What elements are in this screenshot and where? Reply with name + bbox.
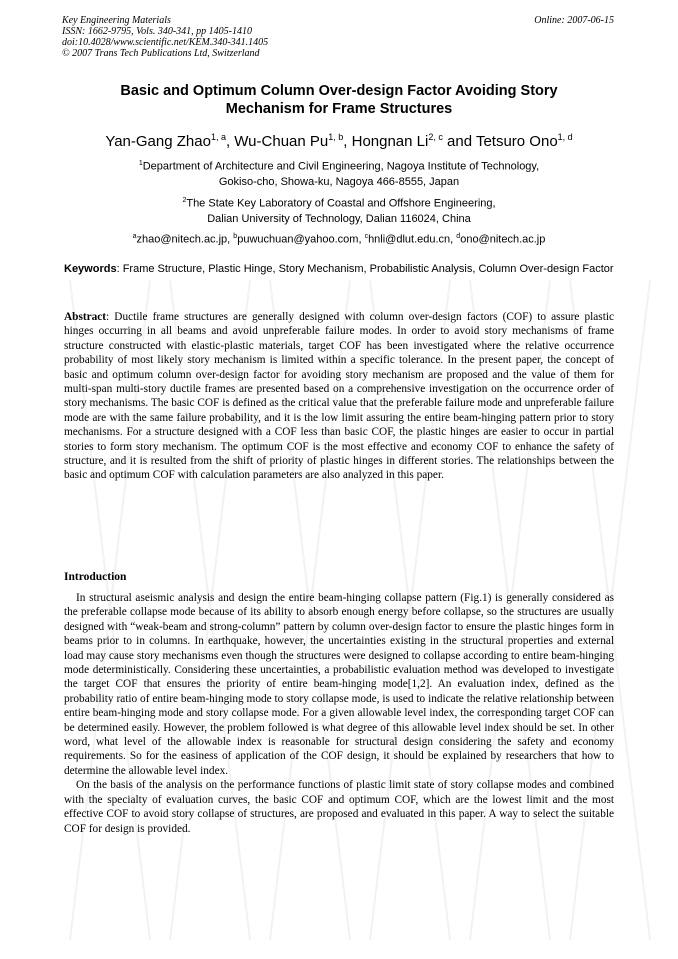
- introduction-paragraph: In structural aseismic analysis and design the entire beam-hinging collapse pattern (Fig.1) is generally considered as the preferable collapse mode because of its ability to absorb enough energy before collapse, so the structures are usually designed with “weak-beam and strong-column” pattern by column over-design factor to ensure the plastic hinges form in beams prior to in columns. In earthquake, however, the uncertainties existing in the structural properties and external load may cause story mechanisms even though the structures were designed to collapse according to entire beam-hinging mode deterministically. Considering these uncertainties, a probabilistic evaluation method was developed to investigate the target COF that ensures the priority of entire beam-hinging mode[1,2]. An evaluation index, defined as the probability ratio of entire beam-hinging mode to story collapse mode, is used to indicate the relative relationship between entire beam-hinging mode and story collapse mode. For a given allowable level index, the corresponding target COF can be determined easily. However, the problem followed is what degree of this allowable level index should be set. In other word, what level of the allowable index is reasonable for structural design considering the safety and economy requirements. So for the easiness of application of the COF design, it should be explained by researchers that how to determine the allowable level index.: [64, 592, 614, 777]
- journal-issn: ISSN: 1662-9795, Vols. 340-341, pp 1405-1410: [62, 26, 252, 37]
- abstract-label: Abstract: [64, 311, 107, 323]
- affiliation-text: Dalian University of Technology, Dalian 116024, China: [207, 212, 471, 225]
- paper-title-line: Mechanism for Frame Structures: [225, 101, 453, 117]
- email-address[interactable]: puwuchuan@yahoo.com,: [237, 233, 365, 246]
- introduction-heading: Introduction: [64, 571, 127, 583]
- online-date: Online: 2007-06-15: [534, 15, 614, 26]
- email-list: [64, 229, 614, 248]
- affiliation-2: [64, 193, 614, 227]
- affiliation-text: The State Key Laboratory of Coastal and Offshore Engineering,: [186, 197, 496, 210]
- paper-title: [64, 82, 614, 118]
- introduction-paragraph: On the basis of the analysis on the performance functions of plastic limit state of story collapse modes and combined with the specialty of evaluation curves, the basic COF and optimum COF, which are the lowest limit and the most effective COF to avoid story collapse of structures, are proposed and evaluated in this paper. A way to select the suitable COF for design is provided.: [64, 779, 614, 835]
- email-sup: d: [456, 233, 461, 240]
- paper-title-line: Basic and Optimum Column Over-design Factor Avoiding Story: [120, 83, 558, 99]
- keywords-label: Keywords: [64, 263, 117, 275]
- author-separator: and: [442, 133, 476, 150]
- affiliation-number: 1: [138, 160, 143, 167]
- email-sup: c: [364, 233, 369, 240]
- journal-header: [62, 15, 268, 59]
- author-name: Tetsuro Ono: [475, 133, 558, 150]
- author-list: [40, 127, 638, 152]
- email-sup: b: [233, 233, 238, 240]
- introduction-body: [64, 591, 614, 836]
- email-address[interactable]: ono@nitech.ac.jp: [460, 233, 546, 246]
- author-affil-sup: 1, d: [557, 132, 573, 142]
- email-address[interactable]: zhao@nitech.ac.jp,: [136, 233, 234, 246]
- keywords-text: : Frame Structure, Plastic Hinge, Story Mechanism, Probabilistic Analysis, Column Over-design Factor: [116, 263, 614, 275]
- keywords-section: [64, 262, 614, 277]
- journal-copyright: © 2007 Trans Tech Publications Ltd, Switzerland: [62, 48, 260, 59]
- author-name: Yan-Gang Zhao: [105, 133, 211, 150]
- email-sup: a: [132, 233, 137, 240]
- abstract-text: : Ductile frame structures are generally designed with column over-design factors (COF) to assure plastic hinges occurring in all beams and avoid unpreferable failure modes. In order to avoid story mechanisms of frame structure constructed with elastic-plastic materials, target COF has been investigated where the relative occurrence probability of most likely story mechanism is limited within a specific tolerance. In the present paper, the concept of basic and optimum column over-design factor for avoiding story mechanism are proposed and the value of them for multi-span multi-story ductile frames are presented based on a comprehensive investigation on the occurrence order of story mechanisms. The basic COF is defined as the critical value that the preferable failure mode and unpreferable failure mode are with the same failure probability, and it is the low limit assuring the entire beam-hinging pattern prior to story mechanisms. For a structure designed with a COF less than basic COF, the plastic hinges are easier to occur in partial stories to form story mechanism. The optimum COF is the most effective and economy COF to enhance the safety of structure, and it is resulted from the shift of priority of plastic hinges in different stories. The relationships between the basic and optimum COF with calculation parameters are also analyzed in this paper.: [64, 311, 614, 482]
- author-name: Hongnan Li: [351, 133, 429, 150]
- author-affil-sup: 1, b: [328, 132, 344, 142]
- affiliation-text: Department of Architecture and Civil Engineering, Nagoya Institute of Technology,: [142, 160, 540, 173]
- abstract-section: [64, 310, 614, 483]
- journal-name: Key Engineering Materials: [62, 15, 171, 26]
- author-separator: ,: [343, 133, 352, 150]
- affiliation-number: 2: [182, 197, 187, 204]
- journal-doi: doi:10.4028/www.scientific.net/KEM.340-341.1405: [62, 37, 269, 48]
- author-affil-sup: 2, c: [428, 132, 443, 142]
- email-address[interactable]: hnli@dlut.edu.cn,: [368, 233, 457, 246]
- author-name: Wu-Chuan Pu: [234, 133, 329, 150]
- affiliation-text: Gokiso-cho, Showa-ku, Nagoya 466-8555, Japan: [218, 175, 460, 188]
- affiliation-1: [64, 156, 614, 190]
- author-affil-sup: 1, a: [210, 132, 226, 142]
- author-separator: ,: [225, 133, 235, 150]
